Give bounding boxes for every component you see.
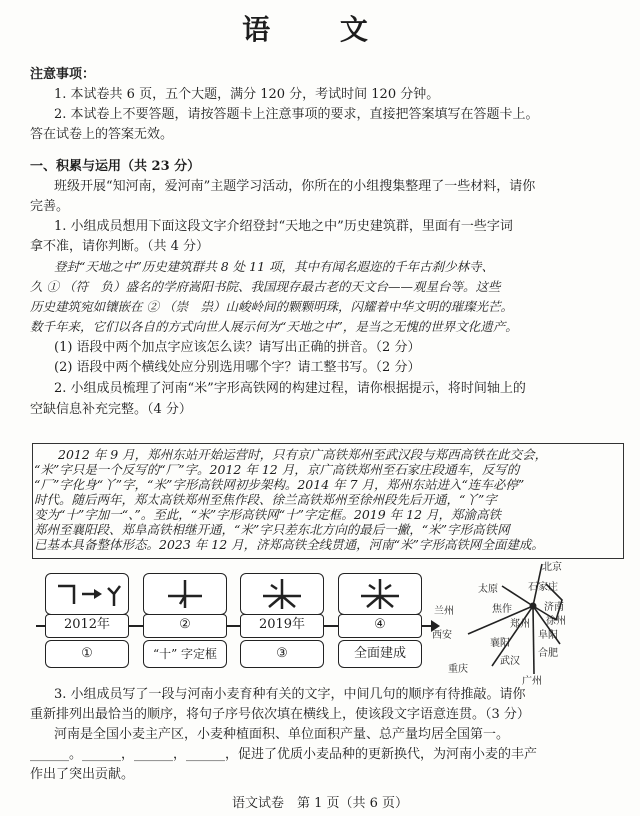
- map-city: 徐州: [546, 616, 566, 627]
- page-footer: 语文试卷 第 1 页（共 6 页）: [231, 796, 409, 811]
- map-city: 北京: [542, 562, 562, 573]
- timeline-stage: 全面建成: [353, 646, 406, 661]
- passage-2-line: “米”字只是一个反写的“厂”字。2012 年 12 月，京广高铁郑州至石家庄段通车，反写的: [34, 462, 520, 477]
- glyph-box-2: [143, 573, 227, 615]
- glyph-box-1: [45, 573, 129, 615]
- map-city: 焦作: [492, 604, 512, 615]
- passage-1-line: 久 ① （符 负）盛名的学府嵩阳书院、我国现存最古老的天文台——观星台等。这些: [30, 279, 501, 294]
- timeline-label: 2019年: [258, 617, 306, 632]
- notice-item-1: 1. 本试卷共 6 页，五个大题，满分 120 分，考试时间 120 分钟。: [54, 87, 440, 102]
- timeline-label: ④: [374, 617, 386, 632]
- page-title: 语 文: [242, 13, 398, 46]
- map-city: 广州: [522, 676, 542, 686]
- timeline-stage-box: [338, 640, 422, 668]
- mi-glyph: [339, 574, 421, 614]
- map-city: 济南: [544, 602, 564, 613]
- map-city: 阜阳: [538, 630, 558, 641]
- map-city: 太原: [478, 584, 498, 595]
- section-intro: 班级开展“知河南，爱河南”主题学习活动，你所在的小组搜集整理了一些材料，请你: [54, 179, 536, 194]
- notice-item-2: 2. 本试卷上不要答题，请按答题卡上注意事项的要求，直接把答案填写在答题卡上。: [54, 107, 539, 122]
- glyph-box-4: [338, 573, 422, 615]
- map-city: 郑州: [510, 619, 530, 630]
- passage-1-line: 历史建筑宛如镶嵌在 ② （崇 祟）山峻岭间的颗颗明珠，闪耀着中华文明的璀璨光芒。: [30, 299, 513, 314]
- timeline-stage-box: [240, 640, 324, 668]
- question-1-cont: 拿不准，请你判断。（共 4 分）: [30, 239, 210, 254]
- reversed-chang-to-ya-glyph: [46, 574, 128, 614]
- timeline-label: 2012年: [63, 617, 111, 632]
- question-3-end: 作出了突出贡献。: [30, 767, 135, 782]
- question-2-cont: 空缺信息补充完整。（4 分）: [30, 402, 192, 417]
- zhengzhou-node: [530, 603, 537, 610]
- section-intro-cont: 完善。: [30, 199, 70, 214]
- question-3-cont: 重新排列出最恰当的顺序，将句子序号依次填在横线上，使该段文字语意连贯。（3 分）: [30, 707, 530, 722]
- glyph-box-3: [240, 573, 324, 615]
- question-1: 1. 小组成员想用下面这段文字介绍登封“天地之中”历史建筑群，里面有一些字词: [54, 219, 513, 234]
- passage-1-line: 数千年来，它们以各自的方式向世人展示何为“天地之中”，是当之无愧的世界文化遗产。: [30, 319, 518, 334]
- timeline-stage: “十” 字定框: [152, 647, 218, 661]
- map-city: 重庆: [448, 664, 468, 675]
- timeline-stage: ①: [81, 646, 93, 661]
- map-city: 西安: [432, 630, 452, 641]
- timeline-stage: ③: [276, 646, 288, 661]
- question-3-blanks: ______。______，______，______，促进了优质小麦品种的更新换代，为河南小麦的丰产: [30, 747, 538, 762]
- timeline-stage-box: [45, 640, 129, 668]
- passage-2-line: 已基本具备整体形态。2023 年 12 月，济郑高铁全线贯通，河南“米”字形高铁网全面建成。: [34, 537, 544, 552]
- question-3-passage: 河南是全国小麦主产区，小麦种植面积、单位面积产量、总产量均居全国第一。: [54, 727, 510, 742]
- shi-glyph: [144, 574, 226, 614]
- map-city: 武汉: [500, 656, 520, 667]
- map-city: 襄阳: [490, 638, 510, 649]
- passage-2-line: 变为“十”字加一“、”。至此，“米”字形高铁网“十”字定框。2019 年 12 月，郑渝高铁: [34, 507, 502, 522]
- section-heading: 一、积累与运用（共 23 分）: [30, 159, 201, 174]
- map-city: 石家庄: [528, 582, 558, 593]
- timeline-stage-box: [143, 640, 227, 668]
- notice-item-2-cont: 答在试卷上的答案无效。: [30, 127, 174, 142]
- timeline-label-box: [338, 614, 422, 638]
- timeline-label-box: [45, 614, 129, 638]
- question-3: 3. 小组成员写了一段与河南小麦育种有关的文字，中间几句的顺序有待推敲。请你: [54, 687, 526, 702]
- passage-2-line: 郑州至襄阳段、郑阜高铁相继开通，“米”字只差东北方向的最后一撇，“米”字形高铁网: [34, 522, 510, 537]
- partial-mi-glyph: [241, 574, 323, 614]
- timeline-label: ②: [179, 617, 191, 632]
- question-2: 2. 小组成员梳理了河南“米”字形高铁网的构建过程，请你根据提示，将时间轴上的: [54, 381, 526, 396]
- timeline-label-box: [143, 614, 227, 638]
- passage-2-line: 时代。随后两年，郑太高铁郑州至焦作段、徐兰高铁郑州至徐州段先后开通，“丫”字: [34, 492, 497, 507]
- map-city: 合肥: [538, 648, 558, 659]
- timeline-label-box: [240, 614, 324, 638]
- notice-heading: 注意事项：: [30, 67, 96, 82]
- rail-line-wuhan: [533, 606, 534, 674]
- map-city: 兰州: [434, 606, 454, 617]
- question-1-sub-1: (1) 语段中两个加点字应该怎么读？请写出正确的拼音。（2 分）: [54, 340, 421, 355]
- question-1-sub-2: (2) 语段中两个横线处应分别选用哪个字？请工整书写。（2 分）: [54, 360, 421, 375]
- railway-map: [430, 556, 610, 686]
- passage-1-line: 登封“天地之中”历史建筑群共 8 处 11 项，其中有闻名遐迩的千年古刹少林寺、: [54, 259, 495, 274]
- passage-2-line: 2012 年 9 月，郑州东站开始运营时，只有京广高铁郑州至武汉段与郑西高铁在此交会，: [58, 447, 548, 462]
- passage-2-line: “厂”字化身“丫”字，“米”字形高铁网初步架构。2014 年 7 月，郑州东站进入“连车必停”: [34, 477, 525, 492]
